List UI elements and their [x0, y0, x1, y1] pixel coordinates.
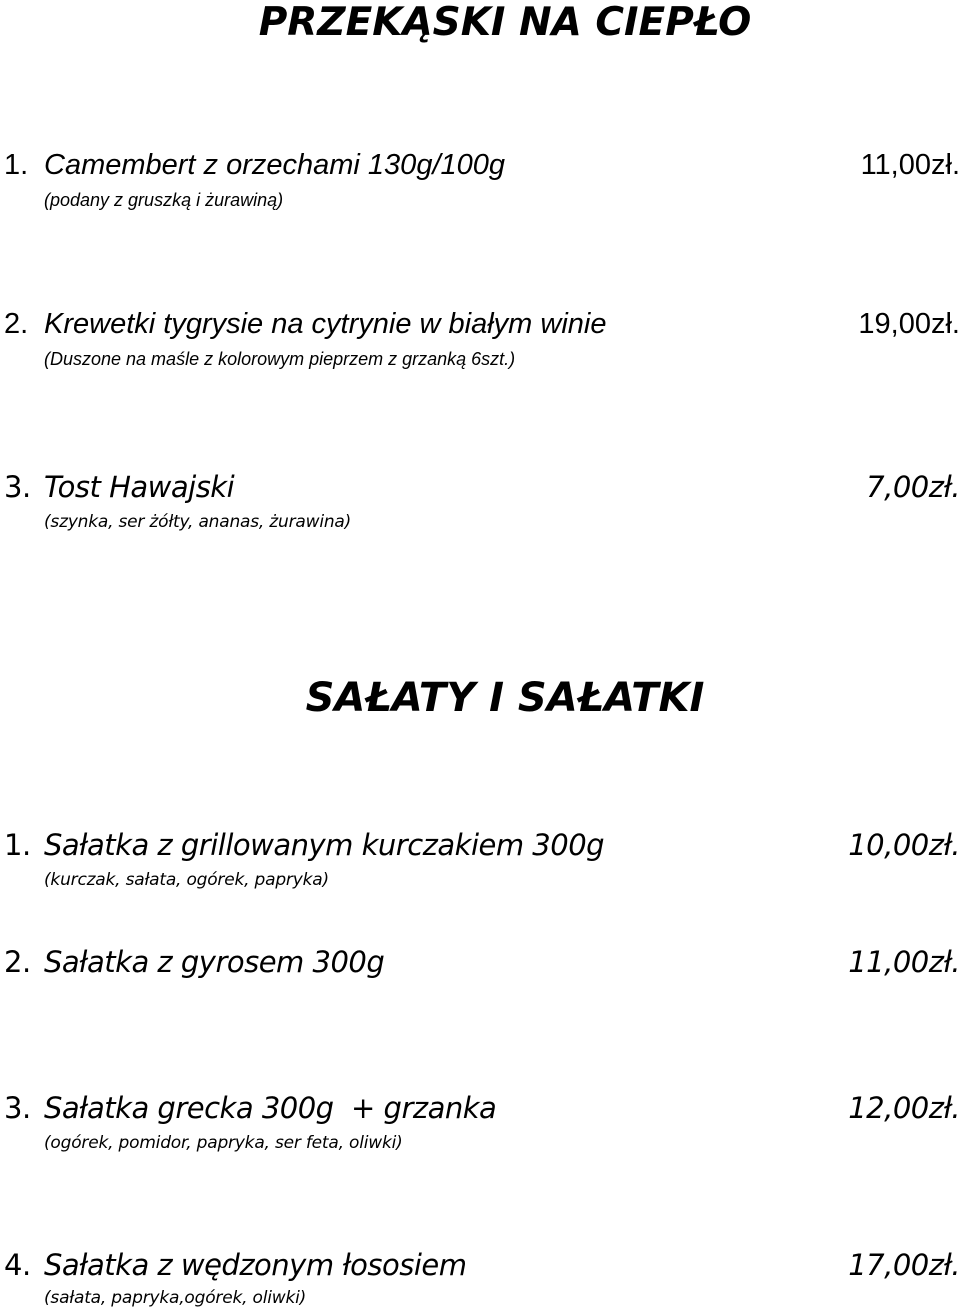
item-number: 2. [4, 945, 31, 979]
item-name: Tost Hawajski [44, 470, 235, 504]
menu-item-smoked-salmon-salad [0, 1246, 960, 1310]
menu-item-row [0, 146, 960, 184]
item-description: (szynka, ser żółty, ananas, żurawina) [44, 512, 352, 532]
item-number: 1. [4, 149, 29, 181]
menu-item-row [0, 1089, 960, 1127]
item-name: Sałatka z gyrosem 300g [44, 945, 385, 979]
section-title-hot-appetizers: PRZEKĄSKI NA CIEPŁO [258, 0, 752, 45]
item-number: 3. [4, 1091, 31, 1125]
item-number: 4. [4, 1248, 31, 1282]
item-number: 1. [4, 828, 31, 862]
menu-item-grilled-chicken-salad [0, 826, 960, 892]
item-name: Sałatka z grillowanym kurczakiem 300g [44, 828, 605, 862]
menu-item-camembert [0, 146, 960, 212]
menu-item-row [0, 1246, 960, 1284]
item-description: (ogórek, pomidor, papryka, ser feta, oliwki) [44, 1133, 403, 1153]
item-number: 3. [4, 470, 31, 504]
item-price: 11,00zł. [860, 149, 960, 181]
item-price: 17,00zł. [848, 1248, 960, 1282]
item-price: 7,00zł. [866, 470, 960, 504]
item-description: (kurczak, sałata, ogórek, papryka) [44, 870, 329, 890]
item-name: Sałatka grecka 300g + grzanka [44, 1091, 497, 1125]
menu-item-row [0, 826, 960, 864]
item-description: (podany z gruszką i żurawiną) [44, 190, 284, 210]
item-price: 12,00zł. [848, 1091, 960, 1125]
item-name: Camembert z orzechami 130g/100g [44, 149, 506, 181]
item-description: (Duszone na maśle z kolorowym pieprzem z grzanką 6szt.) [44, 349, 516, 369]
item-price: 10,00zł. [848, 828, 960, 862]
menu-item-hawaiian-toast [0, 468, 960, 534]
menu-item-row [0, 305, 960, 343]
item-name: Sałatka z wędzonym łososiem [44, 1248, 467, 1282]
menu-item-greek-salad [0, 1089, 960, 1155]
item-description: (sałata, papryka,ogórek, oliwki) [44, 1288, 307, 1308]
item-name: Krewetki tygrysie na cytrynie w białym winie [44, 308, 607, 340]
menu-item-row [0, 468, 960, 506]
menu-item-row [0, 943, 960, 981]
menu-item-gyros-salad [0, 943, 960, 981]
item-price: 11,00zł. [848, 945, 960, 979]
item-price: 19,00zł. [858, 308, 960, 340]
item-number: 2. [4, 308, 29, 340]
section-title-salads: SAŁATY I SAŁATKI [305, 675, 705, 721]
menu-item-shrimp [0, 305, 960, 371]
